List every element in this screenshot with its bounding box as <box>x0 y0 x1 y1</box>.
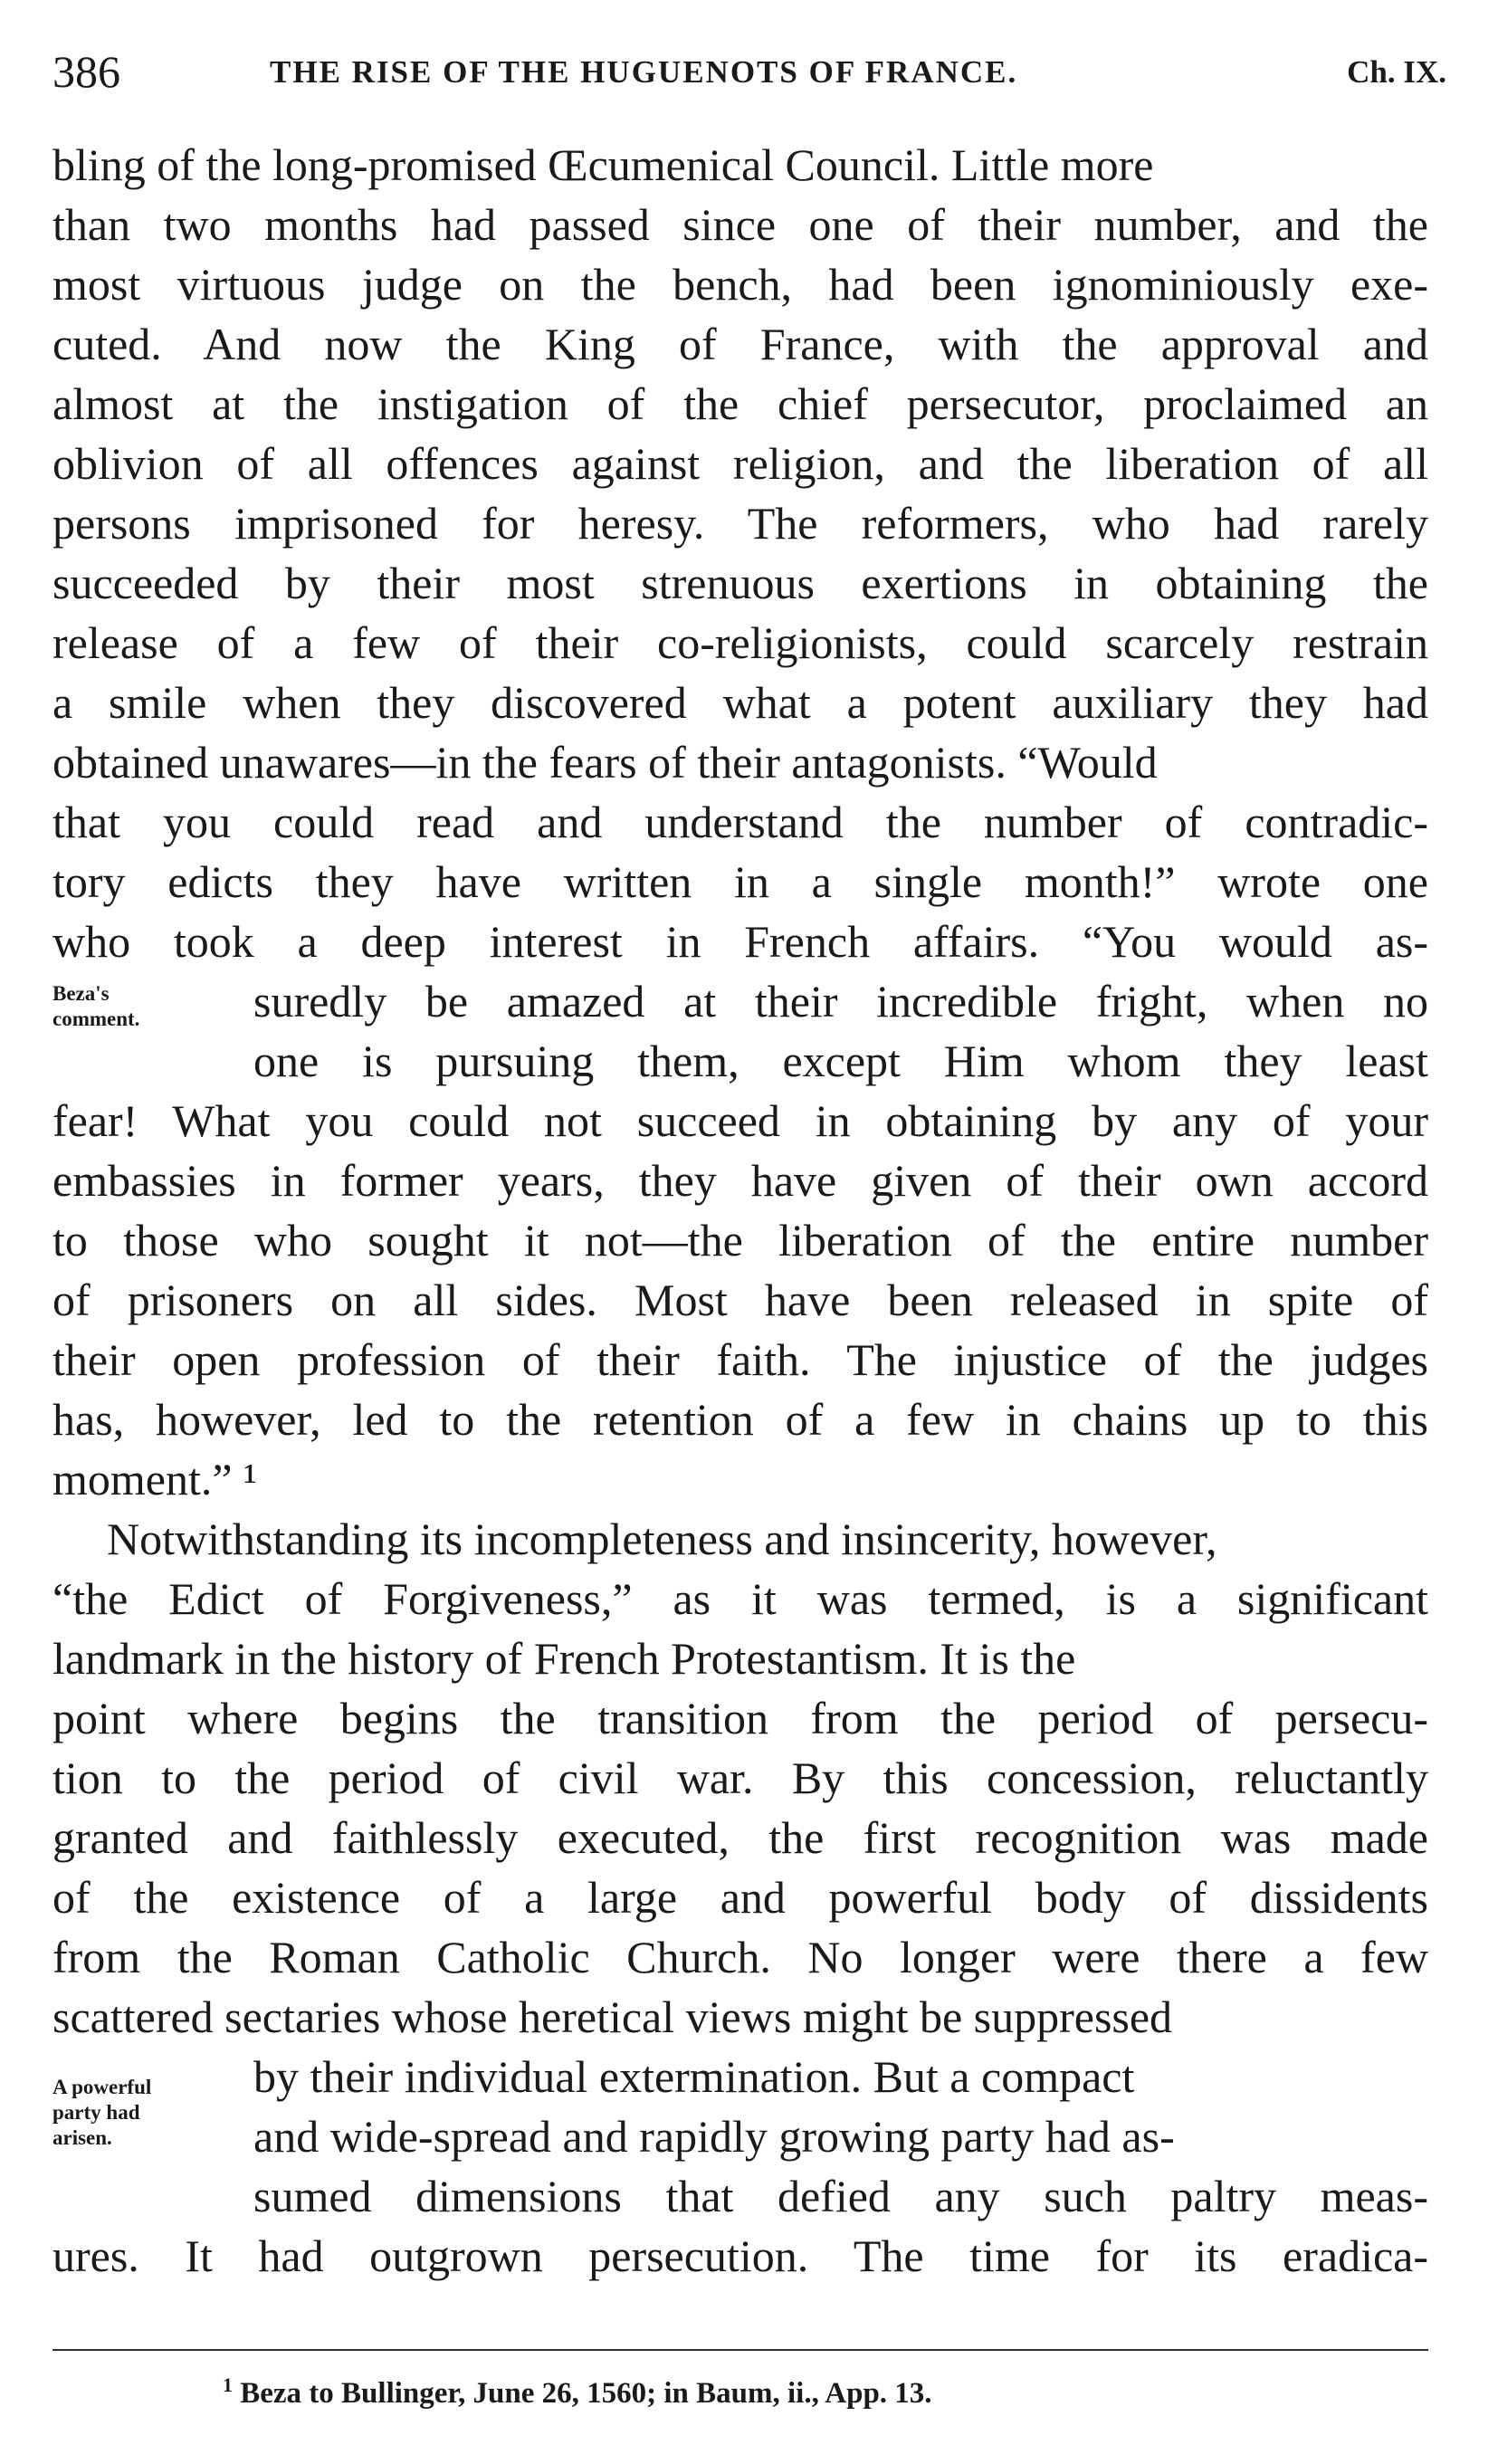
text-line: that you could read and understand the number of contradic- <box>52 797 1428 847</box>
footnote-rule <box>52 2349 1428 2351</box>
text-line: of the existence of a large and powerful body of dissidents <box>52 1872 1428 1923</box>
text-line: tion to the period of civil war. By this concession, reluctantly <box>52 1752 1428 1803</box>
text-line: to those who sought it not—the liberation of the entire number <box>52 1215 1428 1265</box>
text-line: oblivion of all offences against religion, and the liberation of all <box>52 438 1428 489</box>
text-line: by their individual extermination. But a compact <box>253 2051 1135 2102</box>
text-line: bling of the long-promised Œcumenical Council. Little more <box>52 139 1154 190</box>
text-line: Notwithstanding its incompleteness and insincerity, however, <box>107 1514 1217 1564</box>
text-line: obtained unawares—in the fears of their antagonists. “Would <box>52 737 1158 788</box>
footnote <box>223 2373 932 2411</box>
chapter-label: Ch. IX. <box>1347 54 1446 90</box>
text-line: scattered sectaries whose heretical views might be suppressed <box>52 1991 1173 2042</box>
text-line: from the Roman Catholic Church. No longer were there a few <box>52 1932 1428 1982</box>
text-line: embassies in former years, they have given of their own accord <box>52 1155 1428 1206</box>
text-line: suredly be amazed at their incredible fright, when no <box>253 976 1428 1027</box>
running-title: THE RISE OF THE HUGUENOTS OF FRANCE. <box>270 54 1018 90</box>
text-line: most virtuous judge on the bench, had been ignominiously exe- <box>52 259 1428 310</box>
text-line: of prisoners on all sides. Most have been released in spite of <box>52 1275 1428 1325</box>
text-line: persons imprisoned for heresy. The reformers, who had rarely <box>52 498 1428 549</box>
footnote-text: Beza to Bullinger, June 26, 1560; in Baum, ii., App. 13. <box>240 2377 932 2410</box>
text-line: who took a deep interest in French affairs. “You would as- <box>52 916 1428 967</box>
footnote-marker: 1 <box>223 2373 233 2396</box>
text-line: one is pursuing them, except Him whom they least <box>253 1036 1428 1086</box>
margin-note-bezas-comment <box>52 981 139 1032</box>
text-line: and wide-spread and rapidly growing party had as- <box>253 2111 1175 2162</box>
text-line: cuted. And now the King of France, with the approval and <box>52 319 1428 369</box>
margin-note-line: arisen. <box>52 2126 112 2149</box>
text-line: ures. It had outgrown persecution. The time for its eradica- <box>52 2230 1428 2281</box>
text-line: their open profession of their faith. The injustice of the judges <box>52 1334 1428 1385</box>
text-line: landmark in the history of French Protestantism. It is the <box>52 1633 1076 1684</box>
margin-note-line: Beza's <box>52 982 110 1005</box>
text-line: release of a few of their co-religionists, could scarcely restrain <box>52 617 1428 668</box>
margin-note-line: party had <box>52 2101 140 2124</box>
text-line: sumed dimensions that defied any such paltry meas- <box>253 2171 1428 2221</box>
text-line: succeeded by their most strenuous exertions in obtaining the <box>52 558 1428 608</box>
margin-note-line: A powerful <box>52 2076 152 2098</box>
text-line: granted and faithlessly executed, the first recognition was made <box>52 1812 1428 1863</box>
margin-note-line: comment. <box>52 1008 140 1030</box>
text-line: tory edicts they have written in a single month!” wrote one <box>52 856 1428 907</box>
text-line: has, however, led to the retention of a few in chains up to this <box>52 1394 1428 1445</box>
text-line: almost at the instigation of the chief persecutor, proclaimed an <box>52 378 1428 429</box>
margin-note-powerful-party <box>52 2075 151 2151</box>
text-line: “the Edict of Forgiveness,” as it was termed, is a significant <box>52 1573 1428 1624</box>
page-number: 386 <box>52 46 120 97</box>
text-line: moment.” ¹ <box>52 1454 258 1504</box>
text-line: a smile when they discovered what a potent auxiliary they had <box>52 677 1428 728</box>
text-line: fear! What you could not succeed in obtaining by any of your <box>52 1095 1428 1146</box>
running-header <box>52 45 1446 100</box>
text-line: point where begins the transition from the period of persecu- <box>52 1693 1428 1743</box>
text-line: than two months had passed since one of their number, and the <box>52 199 1428 250</box>
